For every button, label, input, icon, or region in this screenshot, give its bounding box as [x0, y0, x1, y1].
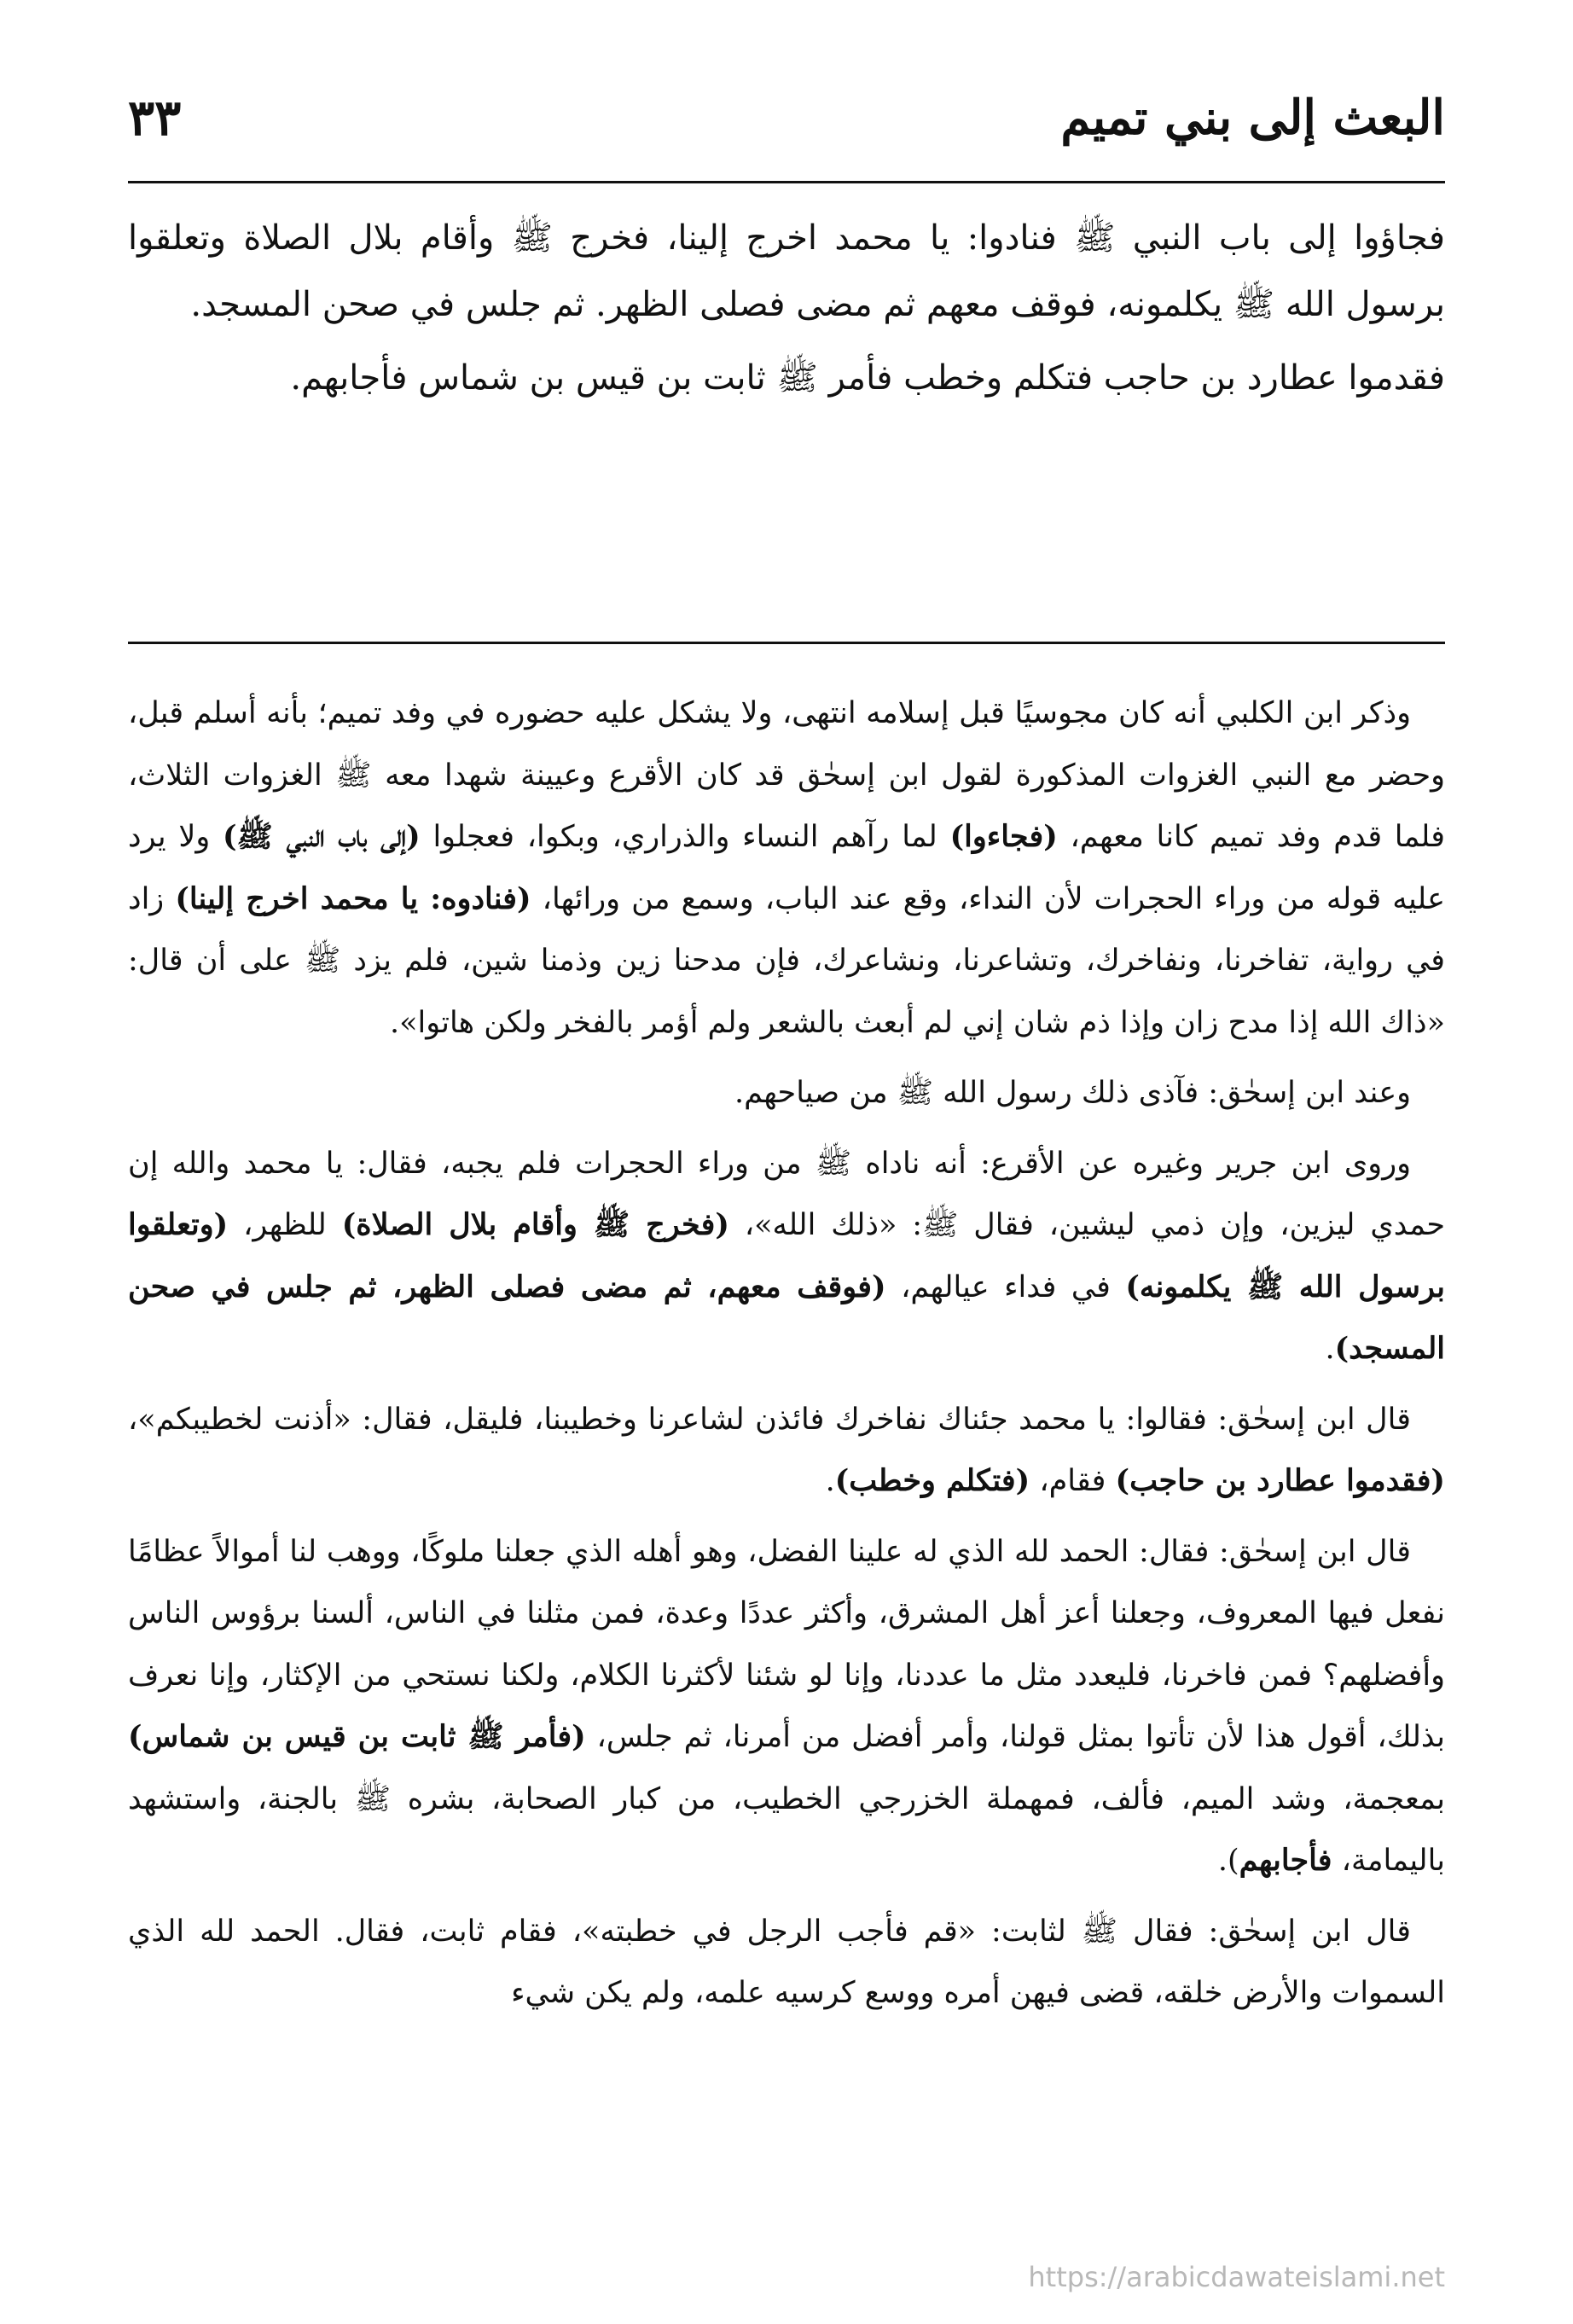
commentary-text: بمعجمة، وشد الميم، فألف، فمهملة الخزرجي الخطيب، من كبار الصحابة، بشره ﷺ بالجنة، واستشهد باليمامة،	[128, 1781, 1445, 1878]
commentary-text: قال ابن إسحٰق: فقالوا: يا محمد جئناك نفاخرك فائذن لشاعرنا وخطيبنا، فليقل، فقال: «أذنت لخطيبكم»،	[128, 1402, 1411, 1437]
commentary-text: .	[1325, 1332, 1335, 1366]
quoted-phrase: (فخرج ﷺ وأقام بلال الصلاة)	[341, 1207, 729, 1242]
commentary-text: لما رآهم النساء والذراري، وبكوا، فعجلوا	[420, 820, 950, 854]
commentary-text: قال ابن إسحٰق: فقال: الحمد لله الذي له علينا الفضل، وهو أهله الذي جعلنا ملوكًا، ووهب لنا أموالاً عظامًا نفعل فيها المعروف، وجعلنا أعز أهل المشرق، وأكثر عددًا وعدة، فمن مثلنا في الناس، ألسنا برؤوس الناس وأفضلهم؟ فمن فاخرنا، فليعدد مثل ما عددنا، وإنا لو شئنا لأكثرنا الكلام، ولكنا نستحي من الإكثار، وإنا نعرف بذلك، أقول هذا لأن تأتوا بمثل قولنا، وأمر أفضل من أمرنا، ثم جلس،	[128, 1534, 1445, 1754]
commentary-text: .	[825, 1464, 835, 1498]
watermark-url: https://arabicdawateislami.net	[1028, 2261, 1445, 2293]
quoted-phrase: (فنادوه: يا محمد اخرج إلينا)	[175, 880, 531, 916]
commentary-paragraph	[128, 1133, 1445, 1380]
running-title: البعث إلى بني تميم	[1060, 90, 1445, 146]
commentary-text: ولا يرد عليه قوله من وراء الحجرات لأن النداء، وقع عند الباب، وسمع من ورائها،	[128, 820, 1445, 916]
commentary-paragraph	[128, 683, 1445, 1054]
commentary-rule	[128, 642, 1445, 644]
quoted-phrase: (وتعلقوا برسول الله ﷺ يكلمونه)	[128, 1207, 1445, 1304]
quoted-phrase: فأجابهم	[1239, 1843, 1332, 1878]
commentary-text: وذكر ابن الكلبي أنه كان مجوسيًا قبل إسلامه انتهى، ولا يشكل عليه حضوره في وفد تميم؛ بأنه أسلم قبل، وحضر مع النبي الغزوات المذكورة لقول ابن إسحٰق قد كان الأقرع وعيينة شهدا معه ﷺ الغزوات الثلاث، فلما قدم وفد تميم كانا معهم،	[128, 696, 1445, 854]
header-rule	[128, 181, 1445, 183]
main-paragraph: فجاؤوا إلى باب النبي ﷺ فنادوا: يا محمد اخرج إلينا، فخرج ﷺ وأقام بلال الصلاة وتعلقوا برسول الله ﷺ يكلمونه، فوقف معهم ثم مضى فصلى الظهر. ثم جلس في صحن المسجد.	[128, 218, 1445, 324]
commentary-paragraph	[128, 1389, 1445, 1513]
commentary-paragraph: قال ابن إسحٰق: فقال ﷺ لثابت: «قم فأجب الرجل في خطبته»، فقام ثابت، فقال. الحمد لله الذي السموات والأرض خلقه، قضى فيهن أمره ووسع كرسيه علمه، ولم يكن شيء	[128, 1914, 1445, 2010]
quoted-phrase: (فقدموا عطارد بن حاجب)	[1115, 1463, 1445, 1498]
commentary-text: وروى ابن جرير وغيره عن الأقرع: أنه ناداه ﷺ من وراء الحجرات فلم يجبه، فقال: يا محمد والله إن حمدي ليزين، وإن ذمي ليشين، فقال ﷺ: «ذلك الله»،	[128, 1146, 1445, 1242]
quoted-phrase: (فأمر ﷺ ثابت بن قيس بن شماس)	[128, 1719, 586, 1754]
page-header	[128, 84, 1445, 152]
quoted-phrase: (فوقف معهم، ثم مضى فصلى الظهر، ثم جلس في صحن المسجد)	[128, 1269, 1445, 1366]
commentary-text: للظهر،	[228, 1208, 342, 1242]
main-paragraph: فقدموا عطارد بن حاجب فتكلم وخطب فأمر ﷺ ثابت بن قيس بن شماس فأجابهم.	[290, 358, 1445, 398]
quoted-phrase: (فجاءوا)	[949, 819, 1058, 854]
commentary	[128, 683, 1445, 2033]
commentary-paragraph: وعند ابن إسحٰق: فآذى ذلك رسول الله ﷺ من صياحهم.	[734, 1076, 1411, 1110]
main-text	[128, 205, 1445, 418]
commentary-paragraph	[128, 1521, 1445, 1892]
commentary-text: في فداء عيالهم،	[885, 1269, 1126, 1304]
quoted-phrase: (فتكلم وخطب)	[834, 1463, 1030, 1498]
commentary-text: ).	[1217, 1844, 1239, 1878]
commentary-text: زاد في رواية، تفاخرنا، ونفاخرك، وتشاعرنا، ونشاعرك، فإن مدحنا زين وذمنا شين، فلم يزد ﷺ على أن قال: «ذاك الله إذا مدح زان وإذا ذم شان إني لم أبعث بالشعر ولم أؤمر بالفخر ولكن هاتوا».	[128, 881, 1445, 1040]
page-number: ٣٣	[128, 89, 182, 147]
commentary-text: فقام،	[1030, 1464, 1116, 1498]
quoted-phrase: (إلى باب النبي ﷺ)	[222, 819, 421, 854]
